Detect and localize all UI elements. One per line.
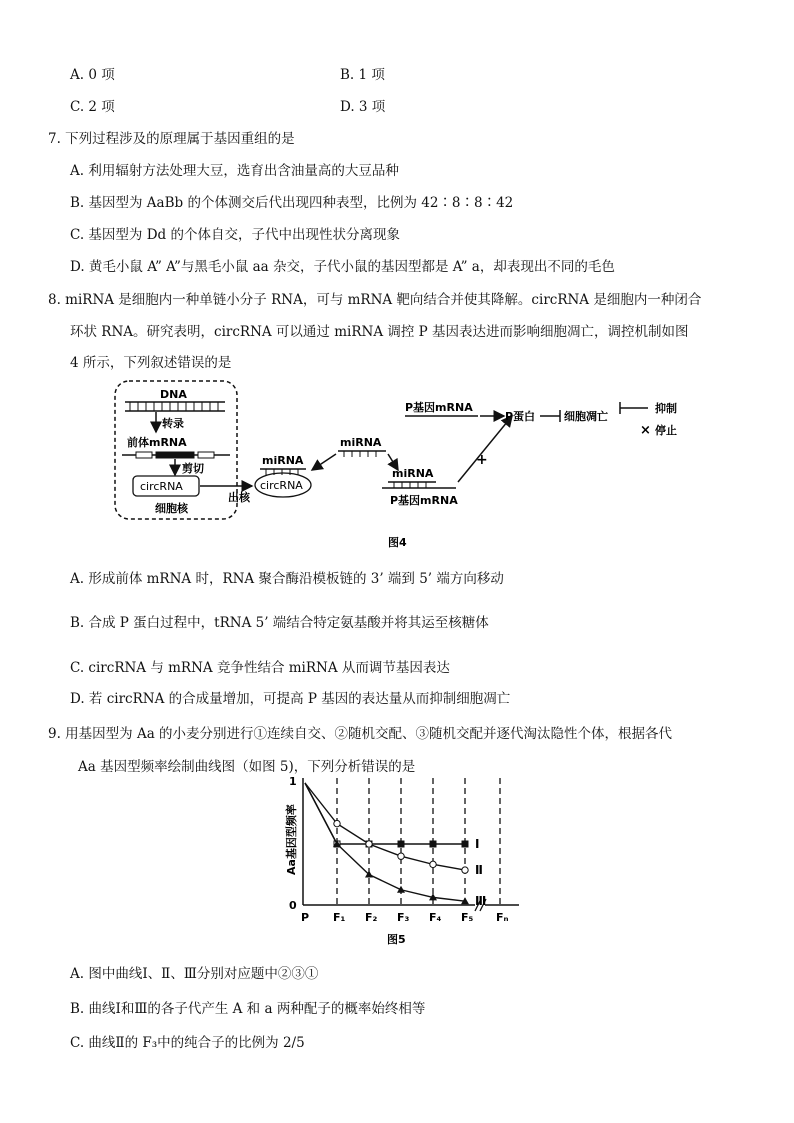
figure-4-diagram	[100, 378, 720, 553]
q8-option-d: D. 若 circRNA 的合成量增加，可提高 P 基因的表达量从而抑制细胞凋亡	[70, 691, 511, 707]
data-point-series-2	[366, 841, 372, 847]
curve-label-2: Ⅱ	[475, 863, 483, 878]
pre-mrna-label: 前体mRNA	[127, 436, 187, 449]
q7-option-d: D. 黄毛小鼠 A” A”与黑毛小鼠 aa 杂交，子代小鼠的基因型都是 A” a，却表现出不同的毛色	[70, 259, 615, 275]
exit-nucleus-label: 出核	[228, 491, 250, 504]
data-point-series-3	[397, 886, 405, 893]
legend-stop-mark: ×	[640, 423, 651, 438]
option-a-0: A. 0 项	[70, 67, 115, 83]
data-point-series-2	[430, 861, 436, 867]
q8-stem-line2: 环状 RNA。研究表明，circRNA 可以通过 miRNA 调控 P 基因表达进而影响细胞凋亡，调控机制如图	[70, 324, 689, 340]
transcribe-label: 转录	[162, 417, 184, 430]
legend-inhibit-label: 抑制	[655, 402, 677, 415]
dna-label: DNA	[160, 388, 187, 401]
legend-stop-label: 停止	[655, 424, 677, 437]
circrna-label: circRNA	[140, 480, 183, 493]
cytoplasm-circrna-label: circRNA	[260, 479, 303, 492]
curve-label-1: Ⅰ	[475, 837, 480, 851]
data-point-series-1	[398, 841, 404, 847]
q8-stem-line1: 8. miRNA 是细胞内一种单链小分子 RNA，可与 mRNA 靶向结合并使其降解。circRNA 是细胞内一种闭合	[48, 292, 702, 308]
q7-stem: 7. 下列过程涉及的原理属于基因重组的是	[48, 131, 295, 147]
data-point-series-1	[430, 841, 436, 847]
curve-label-3: Ⅲ	[475, 894, 487, 909]
data-point-series-2	[398, 853, 404, 859]
q9-stem-line2: Aa 基因型频率绘制曲线图（如图 5)，下列分析错误的是	[78, 759, 416, 775]
x-tick-label: F₂	[365, 911, 378, 924]
figure-5-caption: 图5	[387, 933, 406, 946]
p-mrna-top-label: P基因mRNA	[405, 401, 473, 414]
q7-option-c: C. 基因型为 Dd 的个体自交，子代中出现性状分离现象	[70, 227, 400, 243]
p-mrna-bottom-label: P基因mRNA	[390, 494, 458, 507]
y-axis-max-label: 1	[289, 775, 297, 788]
stop-mark: +	[476, 452, 488, 468]
q9-option-c: C. 曲线Ⅱ的 F₃中的纯合子的比例为 2/5	[70, 1035, 305, 1051]
data-point-series-2	[334, 820, 340, 826]
data-point-series-2	[462, 867, 468, 873]
apoptosis-label: 细胞凋亡	[564, 410, 608, 423]
figure-5-chart	[275, 775, 540, 950]
y-axis-title: Aa基因型频率	[285, 804, 298, 875]
free-mirna-label: miRNA	[340, 436, 382, 449]
p-protein-label: P蛋白	[505, 410, 536, 423]
x-tick-label: F₄	[429, 911, 442, 924]
cut-label: 剪切	[182, 462, 204, 475]
option-c-2: C. 2 项	[70, 99, 115, 115]
option-d-3: D. 3 项	[340, 99, 386, 115]
nucleus-label: 细胞核	[155, 502, 188, 515]
q9-stem-line1: 9. 用基因型为 Aa 的小麦分别进行①连续自交、②随机交配、③随机交配并逐代淘汰隐性个体，根据各代	[48, 726, 673, 742]
option-b-1: B. 1 项	[340, 67, 385, 83]
q7-option-a: A. 利用辐射方法处理大豆，选育出含油量高的大豆品种	[70, 163, 399, 179]
q7-option-b: B. 基因型为 AaBb 的个体测交后代出现四种表型，比例为 42∶8∶8∶42	[70, 195, 514, 211]
mirna-bound-label: miRNA	[262, 454, 304, 467]
series-line-3	[305, 783, 465, 901]
series-line-2	[305, 783, 465, 870]
q8-option-a: A. 形成前体 mRNA 时，RNA 聚合酶沿模板链的 3’ 端到 5’ 端方向移动	[70, 571, 504, 587]
x-tick-label: Fₙ	[496, 911, 509, 924]
x-tick-label: F₃	[397, 911, 410, 924]
data-point-series-1	[462, 841, 468, 847]
x-tick-label: F₁	[333, 911, 346, 924]
x-tick-label: P	[301, 911, 310, 924]
x-tick-label: F₅	[461, 911, 474, 924]
q9-option-a: A. 图中曲线Ⅰ、Ⅱ、Ⅲ分别对应题中②③①	[70, 966, 319, 982]
bound-mirna-label: miRNA	[392, 467, 434, 480]
q8-option-b: B. 合成 P 蛋白过程中，tRNA 5’ 端结合特定氨基酸并将其运至核糖体	[70, 615, 489, 631]
y-axis-min-label: 0	[289, 899, 297, 912]
q9-option-b: B. 曲线Ⅰ和Ⅲ的各子代产生 A 和 a 两种配子的概率始终相等	[70, 1001, 426, 1017]
figure-4-caption: 图4	[388, 536, 407, 549]
q8-stem-line3: 4 所示，下列叙述错误的是	[70, 355, 232, 371]
q8-option-c: C. circRNA 与 mRNA 竞争性结合 miRNA 从而调节基因表达	[70, 660, 450, 676]
